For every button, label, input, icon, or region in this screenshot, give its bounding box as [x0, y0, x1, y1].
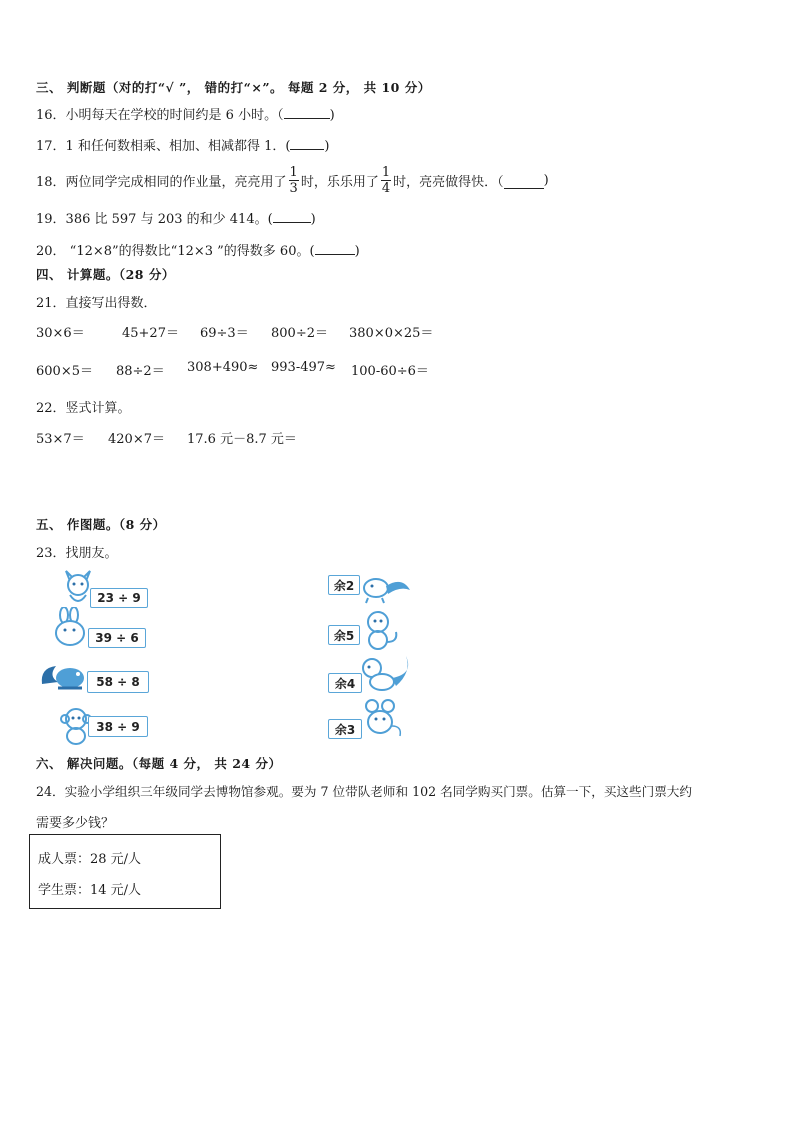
fraction-one-fourth-denominator: 4 — [381, 180, 391, 196]
squirrel-right-icon — [356, 652, 416, 694]
calc-row-1-item-1: 30×6＝ — [36, 326, 85, 341]
question-16 — [36, 104, 335, 123]
calc-row-1-item-3: 69÷3＝ — [200, 326, 249, 341]
calc-row-1-item-2: 45+27＝ — [122, 326, 179, 341]
division-card-2[interactable] — [88, 628, 146, 648]
question-18-text-c: 时，亮亮做得快．（ — [393, 174, 504, 190]
calc-row-1-item-4: 800÷2＝ — [271, 326, 328, 341]
section-5-title: 五、 作图题。（8 分） — [36, 517, 166, 532]
remainder-card-1-text: 余2 — [333, 578, 355, 593]
division-card-3-text: 58 ÷ 8 — [96, 675, 140, 689]
calc-row-1-item-5: 380×0×25＝ — [349, 326, 434, 341]
answer-blank-20[interactable] — [315, 242, 355, 255]
division-card-4[interactable] — [88, 716, 148, 737]
question-23: 23．找朋友。 — [36, 546, 118, 561]
calc-row-2-item-5: 100-60÷6＝ — [351, 364, 429, 379]
remainder-card-4[interactable] — [328, 719, 362, 739]
division-card-1-text: 23 ÷ 9 — [97, 591, 141, 605]
remainder-card-1[interactable] — [328, 575, 360, 595]
adult-ticket-price: 成人票：28 元/人 — [38, 852, 142, 867]
question-18-text-b: 时，乐乐用了 — [300, 174, 379, 190]
division-card-4-text: 38 ÷ 9 — [96, 719, 140, 734]
question-16-close: ) — [329, 108, 335, 123]
calc-row-3-item-3: 17.6 元－8.7 元＝ — [187, 432, 297, 447]
squirrel-icon — [38, 660, 90, 696]
question-17 — [36, 135, 330, 154]
student-ticket-price: 学生票：14 元/人 — [38, 883, 142, 898]
answer-blank-16[interactable] — [284, 106, 330, 119]
mouse-icon — [360, 696, 404, 738]
question-16-text: 16．小明每天在学校的时间约是 6 小时。（ — [36, 108, 284, 123]
fraction-one-fourth-numerator: 1 — [381, 164, 391, 180]
calc-row-2-item-2: 88÷2＝ — [116, 364, 165, 379]
division-card-1[interactable] — [90, 588, 148, 608]
fox-icon — [358, 572, 414, 604]
question-22: 22．竖式计算。 — [36, 401, 131, 416]
division-card-2-text: 39 ÷ 6 — [95, 631, 139, 645]
answer-blank-18[interactable] — [504, 176, 544, 189]
calc-row-2-item-3: 308+490≈ — [187, 360, 259, 375]
fraction-one-third — [289, 166, 299, 195]
calc-row-2-item-1: 600×5＝ — [36, 364, 93, 379]
fraction-one-fourth — [381, 166, 391, 195]
remainder-card-4-text: 余3 — [334, 722, 356, 737]
question-20-close: ) — [354, 244, 360, 259]
section-6-title: 六、 解决问题。（每题 4 分， 共 24 分） — [36, 756, 282, 771]
ticket-price-box — [29, 834, 221, 909]
question-17-text: 17．1 和任何数相乘、相加、相减都得 1．( — [36, 139, 291, 154]
question-20-text: 20． “12×8”的得数比“12×3 ”的得数多 60。( — [36, 244, 315, 259]
remainder-card-2[interactable] — [328, 625, 360, 645]
remainder-card-3-text: 余4 — [334, 676, 356, 691]
question-17-close: ) — [324, 139, 330, 154]
division-card-3[interactable] — [87, 671, 149, 693]
fraction-one-third-denominator: 3 — [289, 180, 298, 196]
remainder-card-2-text: 余5 — [333, 628, 355, 643]
fraction-one-third-numerator: 1 — [289, 164, 298, 180]
question-18-text-a: 18．两位同学完成相同的作业量，亮亮用了 — [36, 174, 287, 190]
question-21: 21．直接写出得数． — [36, 296, 157, 311]
question-24-line-1: 24．实验小学组织三年级同学去博物馆参观。要为 7 位带队老师和 102 名同学购买门票。估算一下，买这些门票大约 — [36, 784, 692, 799]
answer-blank-17[interactable] — [290, 137, 324, 150]
answer-blank-19[interactable] — [273, 210, 311, 223]
calc-row-3-item-2: 420×7＝ — [108, 432, 165, 447]
question-18-close: ) — [543, 172, 549, 188]
section-3-title: 三、 判断题（对的打“√ ”， 错的打“×”。 每题 2 分， 共 10 分） — [36, 80, 431, 95]
question-19 — [36, 208, 316, 227]
question-24-line-2: 需要多少钱？ — [36, 816, 115, 831]
question-20 — [36, 240, 360, 259]
question-19-text: 19．386 比 597 与 203 的和少 414。( — [36, 212, 273, 227]
monkey-right-icon — [358, 608, 402, 652]
question-19-close: ) — [310, 212, 316, 227]
calc-row-3-item-1: 53×7＝ — [36, 432, 85, 447]
question-18 — [36, 160, 549, 200]
calc-row-2-item-4: 993-497≈ — [271, 360, 336, 375]
section-4-title: 四、 计算题。（28 分） — [36, 267, 175, 282]
